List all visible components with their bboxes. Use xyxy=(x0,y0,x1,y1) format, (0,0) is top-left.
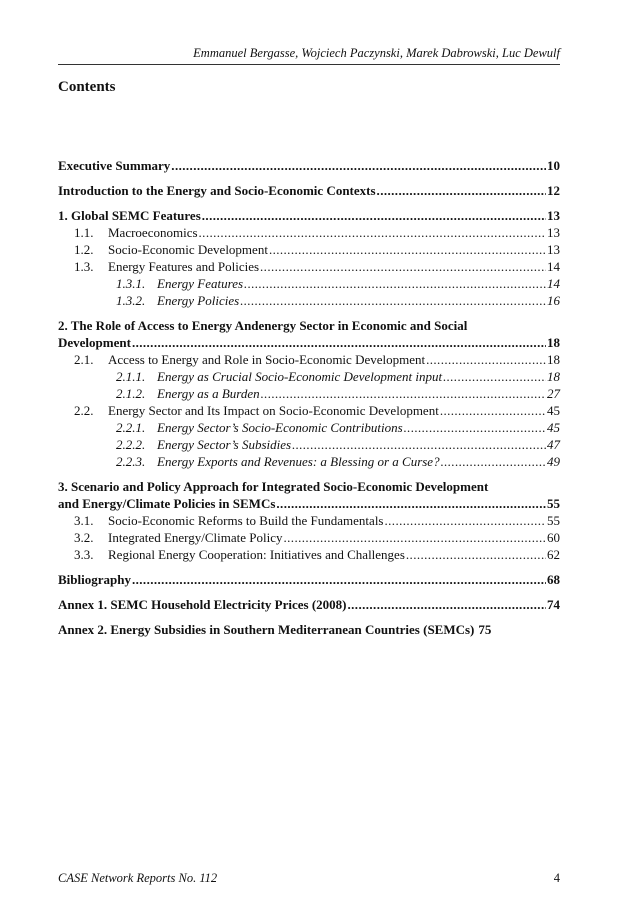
toc-entry-page: 18 xyxy=(547,335,560,350)
toc-entry-title-line-2-row xyxy=(58,495,560,512)
toc-entry-title-line-2: Development xyxy=(58,335,131,350)
toc-entry-number: 3.1. xyxy=(74,513,94,528)
toc-entry-1-3-2[interactable] xyxy=(58,292,560,309)
toc-entry-number: 2.2.2. xyxy=(116,437,146,452)
toc-entry-page: 16 xyxy=(547,293,560,308)
table-of-contents xyxy=(58,157,560,638)
toc-entry-page: 45 xyxy=(547,420,560,435)
toc-entry-1-3-1[interactable] xyxy=(58,275,560,292)
dot-leader xyxy=(443,368,546,385)
toc-entry-title: Energy Sector’s Socio-Economic Contributions xyxy=(157,420,403,435)
toc-entry-introduction[interactable] xyxy=(58,182,560,199)
toc-entry-title: Energy Sector’s Subsidies xyxy=(157,437,292,452)
toc-entry-1-2[interactable] xyxy=(58,241,560,258)
dot-leader xyxy=(261,385,546,402)
dot-leader xyxy=(426,351,546,368)
toc-entry-title-line-2-row xyxy=(58,334,560,351)
toc-entry-title: Macroeconomics xyxy=(108,225,198,240)
toc-entry-page: 13 xyxy=(547,208,560,223)
dot-leader xyxy=(202,207,546,224)
toc-entry-annex-1[interactable] xyxy=(58,596,560,613)
running-header: Emmanuel Bergasse, Wojciech Paczynski, Marek Dabrowski, Luc Dewulf xyxy=(193,46,560,60)
toc-entry-number: 2.1.1. xyxy=(116,369,146,384)
page-title: Contents xyxy=(58,79,116,95)
toc-entry-title: Energy Features and Policies xyxy=(108,259,260,274)
toc-entry-page: 45 xyxy=(547,403,560,418)
toc-entry-page: 12 xyxy=(547,183,560,198)
toc-entry-title: Annex 1. SEMC Household Electricity Prices (2008) xyxy=(58,597,347,612)
toc-entry-title: Energy as a Burden xyxy=(157,386,260,401)
dot-leader xyxy=(385,512,547,529)
dot-leader xyxy=(132,571,546,588)
toc-entry-number: 1. xyxy=(58,208,68,223)
dot-leader xyxy=(348,596,547,613)
dot-leader xyxy=(292,436,546,453)
footer-page-number: 4 xyxy=(553,871,560,885)
dot-leader xyxy=(260,258,546,275)
toc-entry-annex-2[interactable] xyxy=(58,621,560,638)
toc-entry-3-3[interactable] xyxy=(58,546,560,563)
toc-entry-page: 27 xyxy=(547,386,560,401)
toc-entry-page: 14 xyxy=(547,276,560,291)
toc-entry-2-2-2[interactable] xyxy=(58,436,560,453)
toc-entry-3-1[interactable] xyxy=(58,512,560,529)
footer-report-name: CASE Network Reports No. 112 xyxy=(58,871,218,885)
toc-entry-bibliography[interactable] xyxy=(58,571,560,588)
toc-entry-page: 14 xyxy=(547,259,560,274)
toc-entry-page: 60 xyxy=(547,530,560,545)
toc-entry-number: 3.3. xyxy=(74,547,94,562)
toc-entry-title: Energy Features xyxy=(157,276,244,291)
toc-entry-title: Energy Sector and Its Impact on Socio-Economic Development xyxy=(108,403,439,418)
toc-entry-number: 2.2.3. xyxy=(116,454,146,469)
toc-entry-page: 47 xyxy=(547,437,560,452)
toc-entry-number: 3.2. xyxy=(74,530,94,545)
toc-entry-1-3[interactable] xyxy=(58,258,560,275)
toc-entry-number: 1.3.2. xyxy=(116,293,146,308)
toc-entry-section-1[interactable] xyxy=(58,207,560,224)
toc-entry-number: 1.3.1. xyxy=(116,276,146,291)
toc-entry-title: Energy as Crucial Socio-Economic Development input xyxy=(157,369,443,384)
toc-entry-executive-summary[interactable] xyxy=(58,157,560,174)
toc-entry-page: 18 xyxy=(547,369,560,384)
toc-entry-section-2[interactable] xyxy=(58,317,560,351)
dot-leader xyxy=(441,453,546,470)
toc-entry-title: Energy Exports and Revenues: a Blessing or a Curse? xyxy=(157,454,440,469)
toc-entry-title: Access to Energy and Role in Socio-Economic Development xyxy=(108,352,426,367)
toc-entry-number: 2.1. xyxy=(74,352,94,367)
toc-entry-2-2-1[interactable] xyxy=(58,419,560,436)
toc-entry-number: 1.3. xyxy=(74,259,94,274)
toc-entry-number: 1.2. xyxy=(74,242,94,257)
toc-entry-number: 1.1. xyxy=(74,225,94,240)
toc-entry-title: Annex 2. Energy Subsidies in Southern Mediterranean Countries (SEMCs) xyxy=(58,622,475,637)
toc-entry-page: 13 xyxy=(547,225,560,240)
toc-entry-page: 75 xyxy=(478,622,492,637)
dot-leader xyxy=(406,546,546,563)
dot-leader xyxy=(132,334,546,351)
toc-entry-title-text: Global SEMC Features xyxy=(71,208,201,223)
dot-leader xyxy=(404,419,546,436)
toc-entry-title: Regional Energy Cooperation: Initiatives and Challenges xyxy=(108,547,405,562)
toc-entry-1-1[interactable] xyxy=(58,224,560,241)
toc-entry-title-line-1: 3. Scenario and Policy Approach for Integrated Socio-Economic Development xyxy=(58,479,489,494)
toc-entry-title: Integrated Energy/Climate Policy xyxy=(108,530,283,545)
toc-entry-title: Bibliography xyxy=(58,572,131,587)
dot-leader xyxy=(240,292,546,309)
toc-entry-number: 2.1.2. xyxy=(116,386,146,401)
dot-leader xyxy=(244,275,546,292)
toc-entry-section-3[interactable] xyxy=(58,478,560,512)
header-rule xyxy=(58,64,560,65)
toc-entry-title: Introduction to the Energy and Socio-Economic Contexts xyxy=(58,183,376,198)
toc-entry-2-1-1[interactable] xyxy=(58,368,560,385)
toc-entry-page: 62 xyxy=(547,547,560,562)
dot-leader xyxy=(284,529,547,546)
toc-entry-page: 10 xyxy=(547,158,560,173)
dot-leader xyxy=(269,241,546,258)
toc-entry-2-2-3[interactable] xyxy=(58,453,560,470)
toc-entry-2-1[interactable] xyxy=(58,351,560,368)
toc-entry-title-line-2: and Energy/Climate Policies in SEMCs xyxy=(58,496,276,511)
toc-entry-2-1-2[interactable] xyxy=(58,385,560,402)
toc-entry-2-2[interactable] xyxy=(58,402,560,419)
dot-leader xyxy=(171,157,546,174)
toc-entry-page: 74 xyxy=(547,597,560,612)
toc-entry-title-line-1: 2. The Role of Access to Energy Andenergy Sector in Economic and Social xyxy=(58,318,468,333)
dot-leader xyxy=(276,495,546,512)
toc-entry-page: 18 xyxy=(547,352,560,367)
toc-entry-page: 55 xyxy=(547,496,560,511)
toc-entry-title: Socio-Economic Development xyxy=(108,242,268,257)
toc-entry-page: 68 xyxy=(547,572,560,587)
toc-entry-page: 55 xyxy=(547,513,560,528)
toc-entry-page: 13 xyxy=(547,242,560,257)
toc-entry-3-2[interactable] xyxy=(58,529,560,546)
toc-entry-title: Socio-Economic Reforms to Build the Fundamentals xyxy=(108,513,384,528)
toc-entry-number: 2.2.1. xyxy=(116,420,146,435)
toc-entry-title xyxy=(58,207,201,224)
dot-leader xyxy=(199,224,546,241)
dot-leader xyxy=(377,182,546,199)
toc-entry-title: Executive Summary xyxy=(58,158,171,173)
toc-entry-page: 49 xyxy=(547,454,560,469)
toc-entry-title: Energy Policies xyxy=(157,293,240,308)
dot-leader xyxy=(440,402,546,419)
toc-entry-number: 2.2. xyxy=(74,403,94,418)
